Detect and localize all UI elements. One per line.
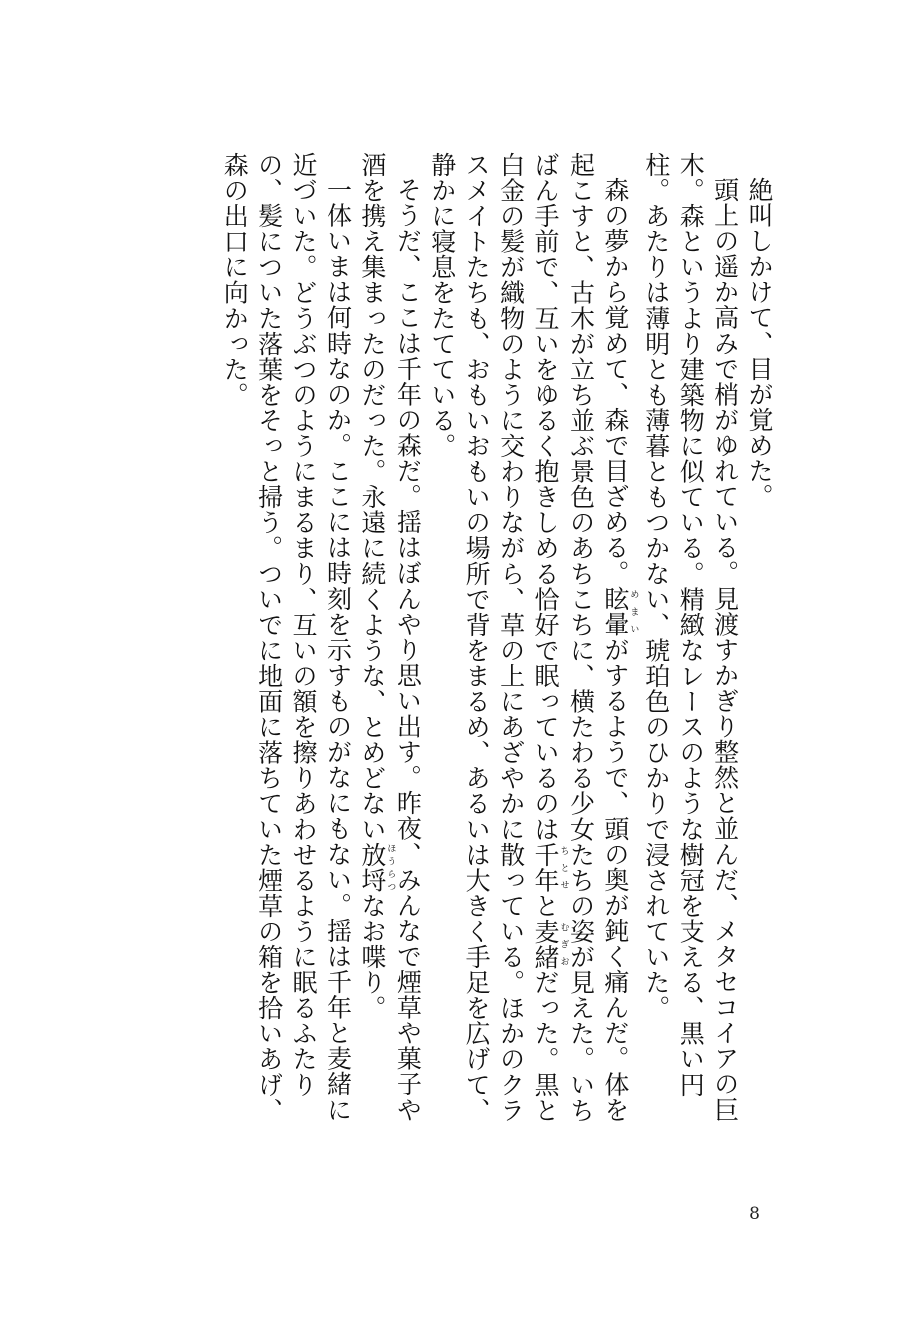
text-run: 一体いまは何時なのか。ここには時刻を示すものがなにもない。揺は千年と麦緒に近づいた。どうぶつのようにまるまり、互いの額を擦りあわせるように眠るふたりの、髪についた落葉をそっと掃う。ついでに地面に落ちていた煙草の箱を拾いあげ、森の出口に向かった。 <box>220 152 353 1123</box>
ruby-base: 眩暈 <box>600 585 630 637</box>
body-text <box>116 152 776 1132</box>
text-run: そうだ、ここは千年の森だ。揺はぼんやり思い出す。昨夜、みんなで煙草や菓子や酒を携え集まったのだった。永遠に続くような、とめどない <box>357 152 423 1123</box>
ruby-base: 千年 <box>530 841 560 893</box>
paragraph <box>354 152 424 1132</box>
ruby-reading: めまい <box>628 585 639 637</box>
text-run: 絶叫しかけて、目が覚めた。 <box>745 177 774 510</box>
ruby-base: 放埒 <box>357 841 387 893</box>
text-run: 頭上の遥か高みで梢がゆれている。見渡すかぎり整然と並んだ、メタセコイアの巨木。森というより建築物に似ている。精緻なレースのような樹冠を支える、黒い円柱。あたりは薄明とも薄暮ともつかない、琥珀色のひかりで浸されていた。 <box>641 152 740 1123</box>
paragraph <box>742 152 776 1132</box>
ruby-annotation <box>357 841 396 893</box>
ruby-reading: むぎお <box>558 918 569 970</box>
ruby-reading: ちとせ <box>558 841 569 893</box>
text-run: なお喋り。 <box>357 892 387 1021</box>
page-number: 8 <box>749 1204 760 1224</box>
ruby-reading: ほうらつ <box>385 841 396 893</box>
text-run: だった。黒と白金の髪が織物のように交わりながら、草の上にあざやかに散っている。ほかのクラスメイトたちも、おもいおもいの場所で背をまるめ、あるいは大きく手足を広げて、静かに寝息をたてている。 <box>427 152 560 1123</box>
paragraph <box>638 152 741 1132</box>
text-run: がするようで、頭の奥が鈍く痛んだ。体を起こすと、古木が立ち並ぶ景色のあちこちに、横たわる少女たちの姿が見えた。いちばん手前で、互いをゆるく抱きしめる恰好で眠っているのは <box>530 152 630 1123</box>
text-run: と <box>530 892 560 919</box>
paragraph <box>217 152 355 1132</box>
ruby-base: 麦緒 <box>530 918 560 970</box>
ruby-annotation <box>530 841 569 893</box>
text-run: 森の夢から覚めて、森で目ざめる。 <box>600 177 630 586</box>
ruby-annotation <box>530 918 569 970</box>
paragraph <box>424 152 638 1132</box>
ruby-annotation <box>600 585 639 637</box>
